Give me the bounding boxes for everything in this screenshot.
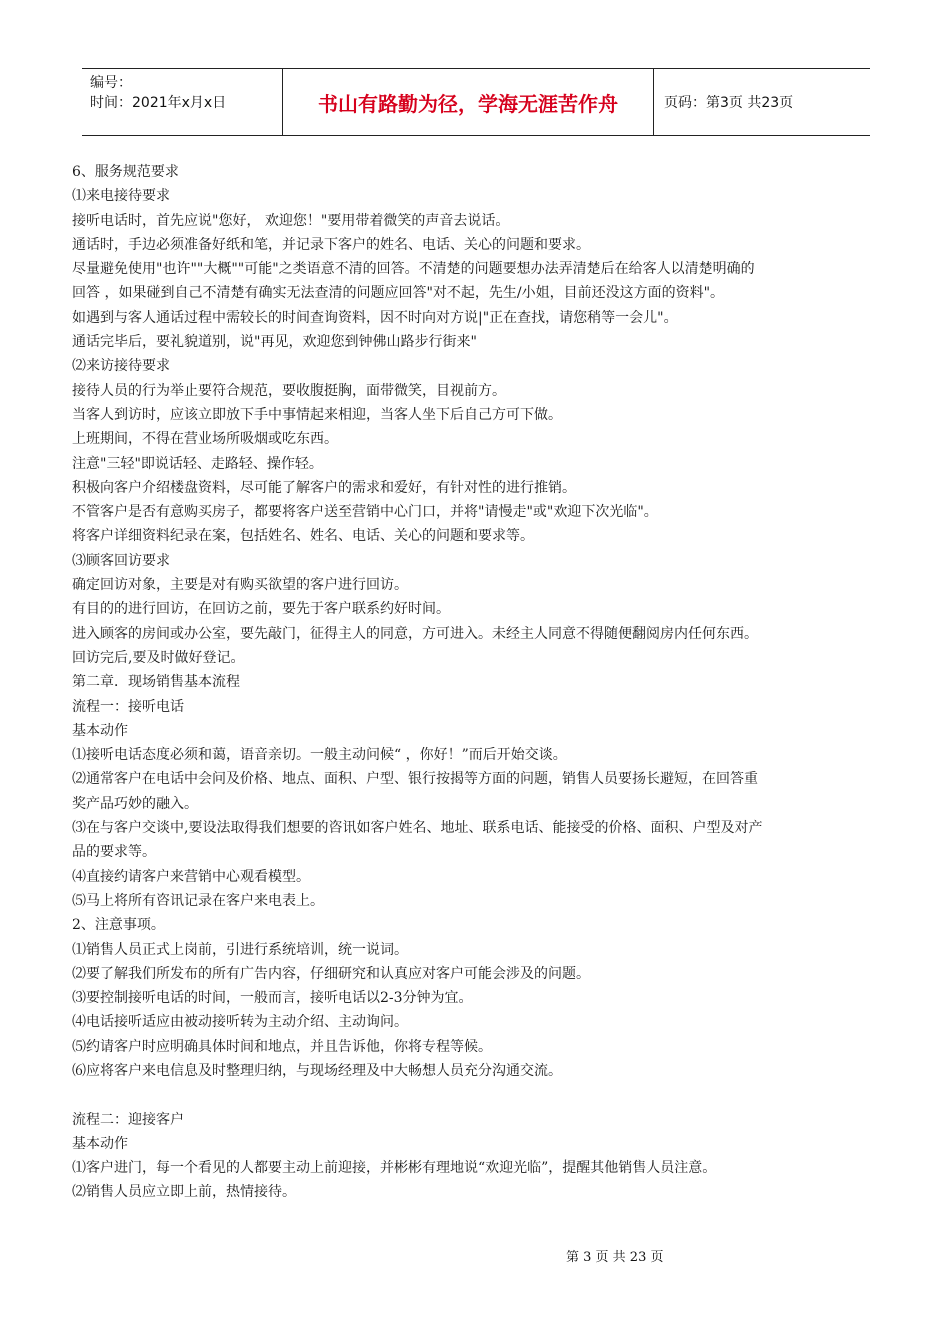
text-line: 基本动作 xyxy=(72,1135,128,1152)
text-line: 通话时，手边必须准备好纸和笔，并记录下客户的姓名、电话、关心的问题和要求。 xyxy=(72,236,590,253)
text-line: ⑴客户进门，每一个看见的人都要主动上前迎接，并彬彬有理地说“欢迎光临”，提醒其他销售人员注意。 xyxy=(72,1160,717,1177)
text-line: ⑴接听电话态度必须和蔼，语音亲切。一般主动问候“ ，你好！”而后开始交谈。 xyxy=(72,747,567,764)
header-page-number: 页码：第3页 共23页 xyxy=(664,95,794,111)
text-line: 基本动作 xyxy=(72,722,128,739)
text-line: 将客户详细资料纪录在案，包括姓名、姓名、电话、关心的问题和要求等。 xyxy=(72,528,534,545)
text-line: ⑷直接约请客户来营销中心观看模型。 xyxy=(72,868,310,885)
text-line: ⑴销售人员正式上岗前，引进行系统培训，统一说词。 xyxy=(72,941,408,958)
text-line: 尽量避免使用"也许""大概""可能"之类语意不清的回答。不清楚的问题要想办法弄清楚后在给客人以清楚明确的 xyxy=(72,261,755,278)
text-line: 品的要求等。 xyxy=(72,844,156,861)
text-line: 接听电话时，首先应说"您好， 欢迎您！"要用带着微笑的声音去说话。 xyxy=(72,212,510,229)
text-line: 流程二：迎接客户 xyxy=(72,1111,184,1128)
text-line: 注意"三轻"即说话轻、走路轻、操作轻。 xyxy=(72,455,323,472)
text-line: 上班期间，不得在营业场所吸烟或吃东西。 xyxy=(72,431,338,448)
text-line: 确定回访对象，主要是对有购买欲望的客户进行回访。 xyxy=(72,577,408,594)
text-line: ⑵要了解我们所发布的所有广告内容，仔细研究和认真应对客户可能会涉及的问题。 xyxy=(72,965,590,982)
text-line: 通话完毕后，要礼貌道别，说"再见，欢迎您到钟佛山路步行街来" xyxy=(72,334,477,351)
text-line: 当客人到访时，应该立即放下手中事情起来相迎，当客人坐下后自己方可下做。 xyxy=(72,406,562,423)
text-line: ⑵销售人员应立即上前，热情接待。 xyxy=(72,1184,296,1201)
text-line: 回访完后,要及时做好登记。 xyxy=(72,649,245,666)
document-body xyxy=(72,160,908,1205)
text-line: ⑷电话接听适应由被动接听转为主动介绍、主动询问。 xyxy=(72,1014,408,1031)
text-line: ⑶要控制接听电话的时间，一般而言，接听电话以2-3分钟为宜。 xyxy=(72,990,473,1007)
text-line: 6、服务规范要求 xyxy=(72,164,179,180)
document-time-label: 时间：2021年x月x日 xyxy=(90,95,227,111)
text-line: 第二章．现场销售基本流程 xyxy=(72,674,240,691)
text-line: ⑵通常客户在电话中会问及价格、地点、面积、户型、银行按揭等方面的问题，销售人员要扬长避短，在回答重 xyxy=(72,771,758,788)
text-line: 奖产品巧妙的融入。 xyxy=(72,795,198,812)
text-line: 2、注意事项。 xyxy=(72,917,165,934)
page-header xyxy=(82,68,870,136)
text-line: 回答 ，如果碰到自己不清楚有确实无法查清的问题应回答"对不起，先生/小姐，目前还没这方面的资料"。 xyxy=(72,285,725,302)
text-line: ⑸马上将所有咨讯记录在客户来电表上。 xyxy=(72,892,324,909)
text-line: ⑶顾客回访要求 xyxy=(72,552,170,569)
text-line: 不管客户是否有意购买房子，都要将客户送至营销中心门口，并将"请慢走"或"欢迎下次光临"。 xyxy=(72,504,658,521)
text-line: 进入顾客的房间或办公室，要先敲门，征得主人的同意，方可进入。未经主人同意不得随便翻阅房内任何东西。 xyxy=(72,625,758,642)
text-line: 积极向客户介绍楼盘资料，尽可能了解客户的需求和爱好，有针对性的进行推销。 xyxy=(72,479,576,496)
text-line: ⑹应将客户来电信息及时整理归纳，与现场经理及中大畅想人员充分沟通交流。 xyxy=(72,1062,562,1079)
text-line: ⑶在与客户交谈中,要设法取得我们想要的咨讯如客户姓名、地址、联系电话、能接受的价格、面积、户型及对产 xyxy=(72,820,763,837)
document-number-label: 编号： xyxy=(90,75,132,91)
blank-line xyxy=(72,1083,908,1107)
text-line: ⑸约请客户时应明确具体时间和地点，并且告诉他，你将专程等候。 xyxy=(72,1038,492,1055)
text-line: 如遇到与客人通话过程中需较长的时间查询资料，因不时向对方说|"正在查找，请您稍等一会儿"。 xyxy=(72,309,678,326)
text-line: ⑴来电接待要求 xyxy=(72,188,170,205)
text-line: 接待人员的行为举止要符合规范，要收腹挺胸，面带微笑，目视前方。 xyxy=(72,382,506,399)
text-line: 流程一：接听电话 xyxy=(72,698,184,715)
header-meta xyxy=(82,69,282,135)
text-line: 有目的的进行回访，在回访之前，要先于客户联系约好时间。 xyxy=(72,601,450,618)
page-footer: 第 3 页 共 23 页 xyxy=(566,1250,664,1265)
header-motto: 书山有路勤为径，学海无涯苦作舟 xyxy=(282,69,654,135)
text-line: ⑵来访接待要求 xyxy=(72,358,170,375)
